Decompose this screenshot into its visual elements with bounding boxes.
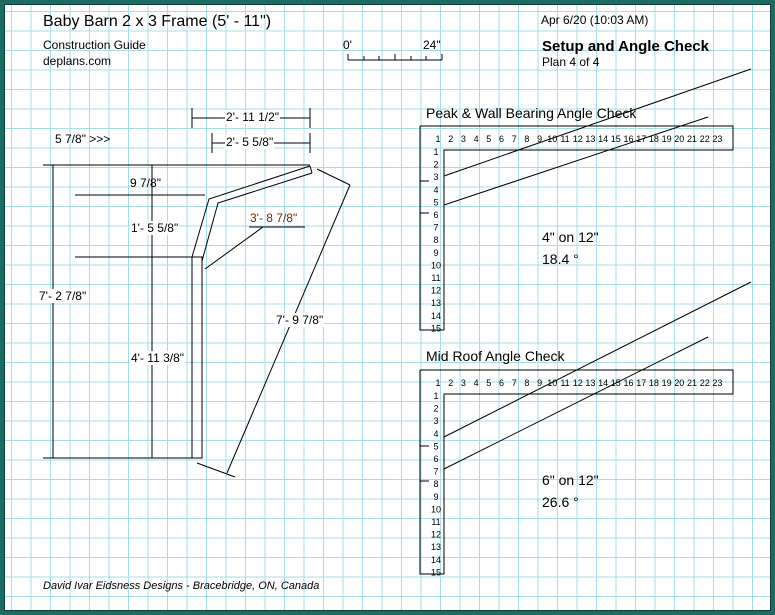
mid-ruler-v-tick: 9	[433, 491, 439, 502]
peak-ruler-v-tick: 2	[433, 159, 439, 170]
mid-ruler-v-tick: 5	[433, 441, 439, 452]
mid-ruler-v-tick: 10	[430, 504, 442, 515]
mid-ruler-h-tick: 8	[524, 378, 530, 388]
peak-ruler-v-tick: 6	[433, 210, 439, 220]
mid-ruler-h-tick: 2	[448, 378, 454, 388]
drawing-canvas	[5, 5, 770, 610]
peak-ruler-h-tick: 6	[498, 134, 505, 144]
mid-ruler-h-tick: 19	[661, 378, 672, 388]
mid-ruler-v-tick: 3	[433, 416, 439, 427]
timestamp: Apr 6/20 (10:03 AM)	[541, 13, 649, 27]
peak-ruler-h-tick: 18	[648, 134, 659, 144]
dimension-lines	[43, 108, 350, 477]
mid-ruler-h-tick: 10	[547, 378, 558, 388]
website-label: deplans.com	[43, 54, 112, 68]
drawing-sheet	[4, 4, 771, 611]
mid-ruler-v-tick: 8	[433, 479, 439, 490]
mid-ruler-h-tick: 23	[712, 378, 723, 388]
peak-ruler-v-tick: 11	[431, 273, 441, 283]
peak-ruler-h-tick: 13	[585, 134, 596, 144]
peak-check-title: Peak & Wall Bearing Angle Check	[426, 105, 637, 121]
scale-end-label: 24"	[423, 38, 441, 52]
peak-ruler-h-tick: 2	[448, 134, 454, 144]
middle-height-label: 1'- 5 5/8"	[131, 221, 179, 235]
peak-ruler-h-tick: 20	[674, 134, 685, 144]
mid-ruler-h-tick: 14	[598, 378, 609, 388]
mid-ruler-h-tick: 15	[610, 378, 621, 388]
mid-ruler-v-tick: 13	[430, 542, 442, 553]
mid-ruler-v-tick: 12	[430, 529, 442, 540]
scale-bar	[348, 54, 442, 60]
mid-ruler-h-tick: 1	[435, 378, 441, 388]
mid-ruler-h-tick: 22	[699, 378, 710, 388]
mid-ruler-h-tick: 12	[572, 378, 583, 388]
peak-ruler-v-tick: 4	[433, 184, 439, 195]
peak-ruler-h-tick: 7	[511, 134, 517, 144]
peak-ruler-v-tick: 13	[430, 298, 442, 309]
mid-ruler-h-tick: 11	[560, 378, 570, 388]
wall-height-label: 4'- 11 3/8"	[131, 351, 185, 365]
peak-ruler-v-tick: 15	[430, 323, 442, 334]
mid-ruler-h-tick: 9	[537, 378, 543, 388]
peak-ruler-v-tick: 10	[430, 260, 442, 271]
mid-pitch: 6" on 12"	[542, 472, 599, 488]
mid-ruler-v-tick: 14	[430, 554, 442, 565]
mid-ruler-v-tick: 15	[430, 567, 442, 578]
peak-ruler-h-tick: 1	[435, 134, 441, 144]
peak-ruler-v-tick: 8	[433, 235, 439, 246]
mid-ruler-h-tick: 6	[498, 378, 505, 388]
peak-ruler-v-tick: 14	[430, 310, 442, 321]
peak-ruler-v-tick: 7	[433, 222, 439, 233]
peak-ruler-v-tick: 3	[433, 172, 439, 183]
scale-start-label: 0'	[343, 38, 352, 52]
footer-credit: David Ivar Eidsness Designs - Bracebridge, ON, Canada	[43, 580, 320, 592]
plan-title: Baby Barn 2 x 3 Frame (5' - 11")	[43, 13, 272, 30]
mid-ruler-h-tick: 13	[585, 378, 596, 388]
peak-ruler-h-tick: 19	[661, 134, 672, 144]
peak-ruler-h-tick: 12	[572, 134, 583, 144]
plan-number: Plan 4 of 4	[542, 55, 600, 69]
peak-ruler-h-tick: 4	[473, 134, 479, 144]
mid-ruler-h-tick: 16	[623, 378, 634, 388]
mid-ruler-h-tick: 4	[473, 378, 479, 388]
mid-square	[420, 282, 751, 574]
peak-ruler-h-tick: 3	[460, 134, 466, 144]
peak-ruler-h-tick: 21	[686, 134, 698, 144]
peak-ruler-h-tick: 5	[486, 134, 492, 144]
diagonal-length-label: 7'- 9 7/8"	[276, 313, 324, 327]
peak-ruler-h-tick: 11	[560, 134, 570, 144]
plan-subtitle: Construction Guide	[43, 38, 146, 52]
mid-ruler-h-tick: 5	[486, 378, 492, 388]
peak-ruler-h-tick: 9	[537, 134, 543, 144]
peak-ruler-h-tick: 8	[524, 134, 530, 144]
mid-ruler-h-tick: 3	[460, 378, 466, 388]
mid-ruler-v-tick: 11	[431, 517, 441, 527]
peak-ruler-h-tick: 14	[598, 134, 609, 144]
upper-offset-label: 9 7/8"	[130, 176, 161, 190]
mid-check-title: Mid Roof Angle Check	[426, 348, 565, 364]
mid-ruler-h-tick: 20	[674, 378, 685, 388]
mid-ruler-h-tick: 21	[686, 378, 698, 388]
rafter-length-label: 3'- 8 7/8"	[250, 211, 298, 225]
mid-ruler-v-tick: 4	[433, 428, 439, 439]
peak-ruler-h-tick: 22	[699, 134, 710, 144]
peak-ruler-v-tick: 12	[430, 285, 442, 296]
mid-angle: 26.6 °	[542, 494, 579, 510]
peak-pitch: 4" on 12"	[542, 229, 599, 245]
top-width-inner-label: 2'- 5 5/8"	[226, 135, 274, 149]
peak-ruler-h-tick: 16	[623, 134, 634, 144]
mid-ruler-h-tick: 18	[648, 378, 659, 388]
mid-ruler-v-tick: 7	[433, 466, 439, 477]
mid-ruler-v-tick: 6	[433, 454, 439, 464]
total-height-label: 7'- 2 7/8"	[39, 289, 87, 303]
mid-ruler-h-tick: 7	[511, 378, 517, 388]
overhang-label: 5 7/8" >>>	[55, 132, 111, 146]
peak-ruler-v-tick: 9	[433, 247, 439, 258]
peak-ruler-h-tick: 23	[712, 134, 723, 144]
peak-ruler-h-tick: 15	[610, 134, 621, 144]
mid-ruler-v-tick: 2	[433, 403, 439, 414]
top-width-outer-label: 2'- 11 1/2"	[226, 110, 280, 124]
mid-ruler-v-tick: 1	[433, 391, 439, 401]
peak-ruler-h-tick: 10	[547, 134, 558, 144]
section-title: Setup and Angle Check	[542, 38, 709, 55]
peak-ruler-v-tick: 1	[433, 147, 439, 157]
peak-ruler-h-tick: 17	[636, 134, 647, 144]
peak-ruler-v-tick: 5	[433, 197, 439, 208]
mid-ruler-h-tick: 17	[636, 378, 647, 388]
peak-angle: 18.4 °	[542, 251, 579, 267]
